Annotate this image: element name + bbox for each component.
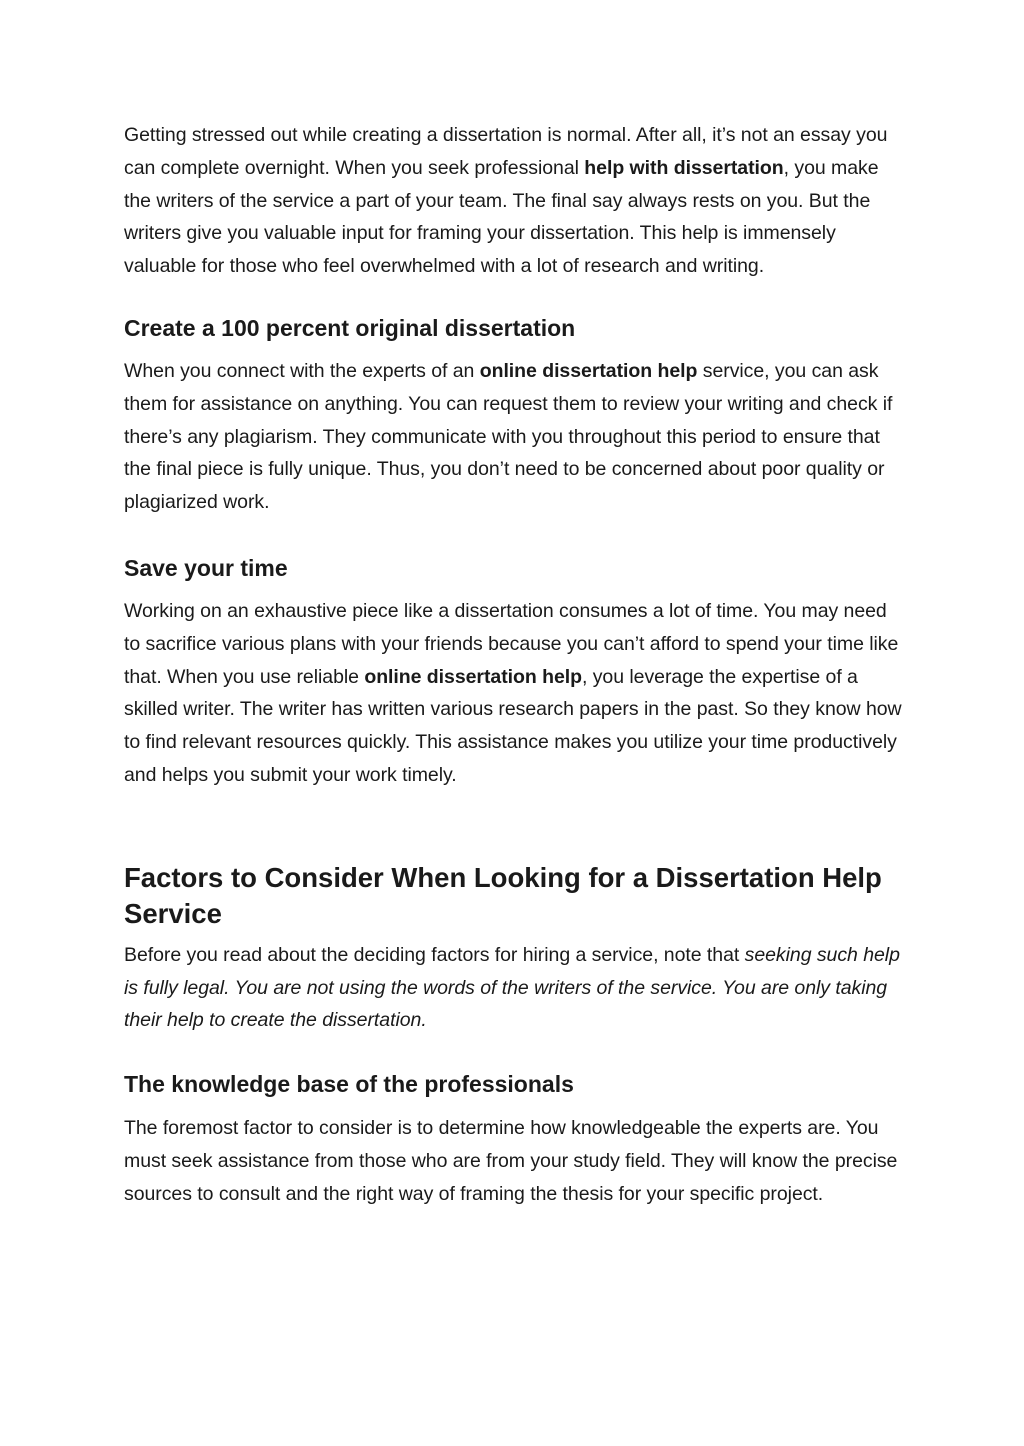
knowledge-text-1: The foremost factor to consider is to determine how knowledgeable the experts are. You must seek assistance from those who are from your study field. They will know the precise sources to consult and the right way of framing the thesis for your specific project. <box>124 1117 898 1205</box>
intro-paragraph <box>124 119 904 283</box>
section-heading-original: Create a 100 percent original dissertation <box>124 314 576 341</box>
intro-text-2: , you make the writers of the service a part of your team. The final say always rests on you. But the writers give you valuable input for framing your dissertation. This help is immensely valuable for those who feel overwhelmed with a lot of research and writing. <box>124 156 879 278</box>
online-dissertation-help-keyword: online dissertation help <box>479 359 698 382</box>
save-time-paragraph <box>124 595 904 792</box>
online-dissertation-help-keyword: online dissertation help <box>364 665 582 688</box>
section-heading-save-time: Save your time <box>124 554 288 581</box>
original-text-2: service, you can ask them for assistance on anything. You can request them to review your writing and check if there’s any plagiarism. They communicate with you throughout this period to ensure that the final piece is fully unique. Thus, you don’t need to be concerned about poor quality or plagiarized work. <box>124 359 893 514</box>
document-page <box>124 119 904 1211</box>
save-time-text-2: , you leverage the expertise of a skilled writer. The writer has written various research papers in the past. So they know how to find relevant resources quickly. This assistance makes you utilize your time productively and helps you submit your work timely. <box>124 665 902 786</box>
legal-note-italic: seeking such help is fully legal. You are not using the words of the writers of the service. You are only taking their help to create the dissertation. <box>124 943 900 1032</box>
factors-text-1: Before you read about the deciding factors for hiring a service, note that <box>124 943 745 966</box>
save-time-text-1: Working on an exhaustive piece like a dissertation consumes a lot of time. You may need to sacrifice various plans with your friends because you can’t afford to spend your time like that. When you use reliable <box>124 599 899 688</box>
intro-text-1: Getting stressed out while creating a dissertation is normal. After all, it’s not an essay you can complete overnight. When you seek professional <box>124 124 888 179</box>
help-with-dissertation-keyword: help with dissertation <box>584 156 784 179</box>
knowledge-paragraph <box>124 1112 904 1210</box>
original-paragraph <box>124 355 904 519</box>
section-heading-knowledge: The knowledge base of the professionals <box>124 1071 574 1098</box>
section-heading-factors: Factors to Consider When Looking for a Dissertation Help Service <box>124 861 882 929</box>
original-text-1: When you connect with the experts of an <box>124 359 480 382</box>
factors-paragraph <box>124 939 904 1037</box>
